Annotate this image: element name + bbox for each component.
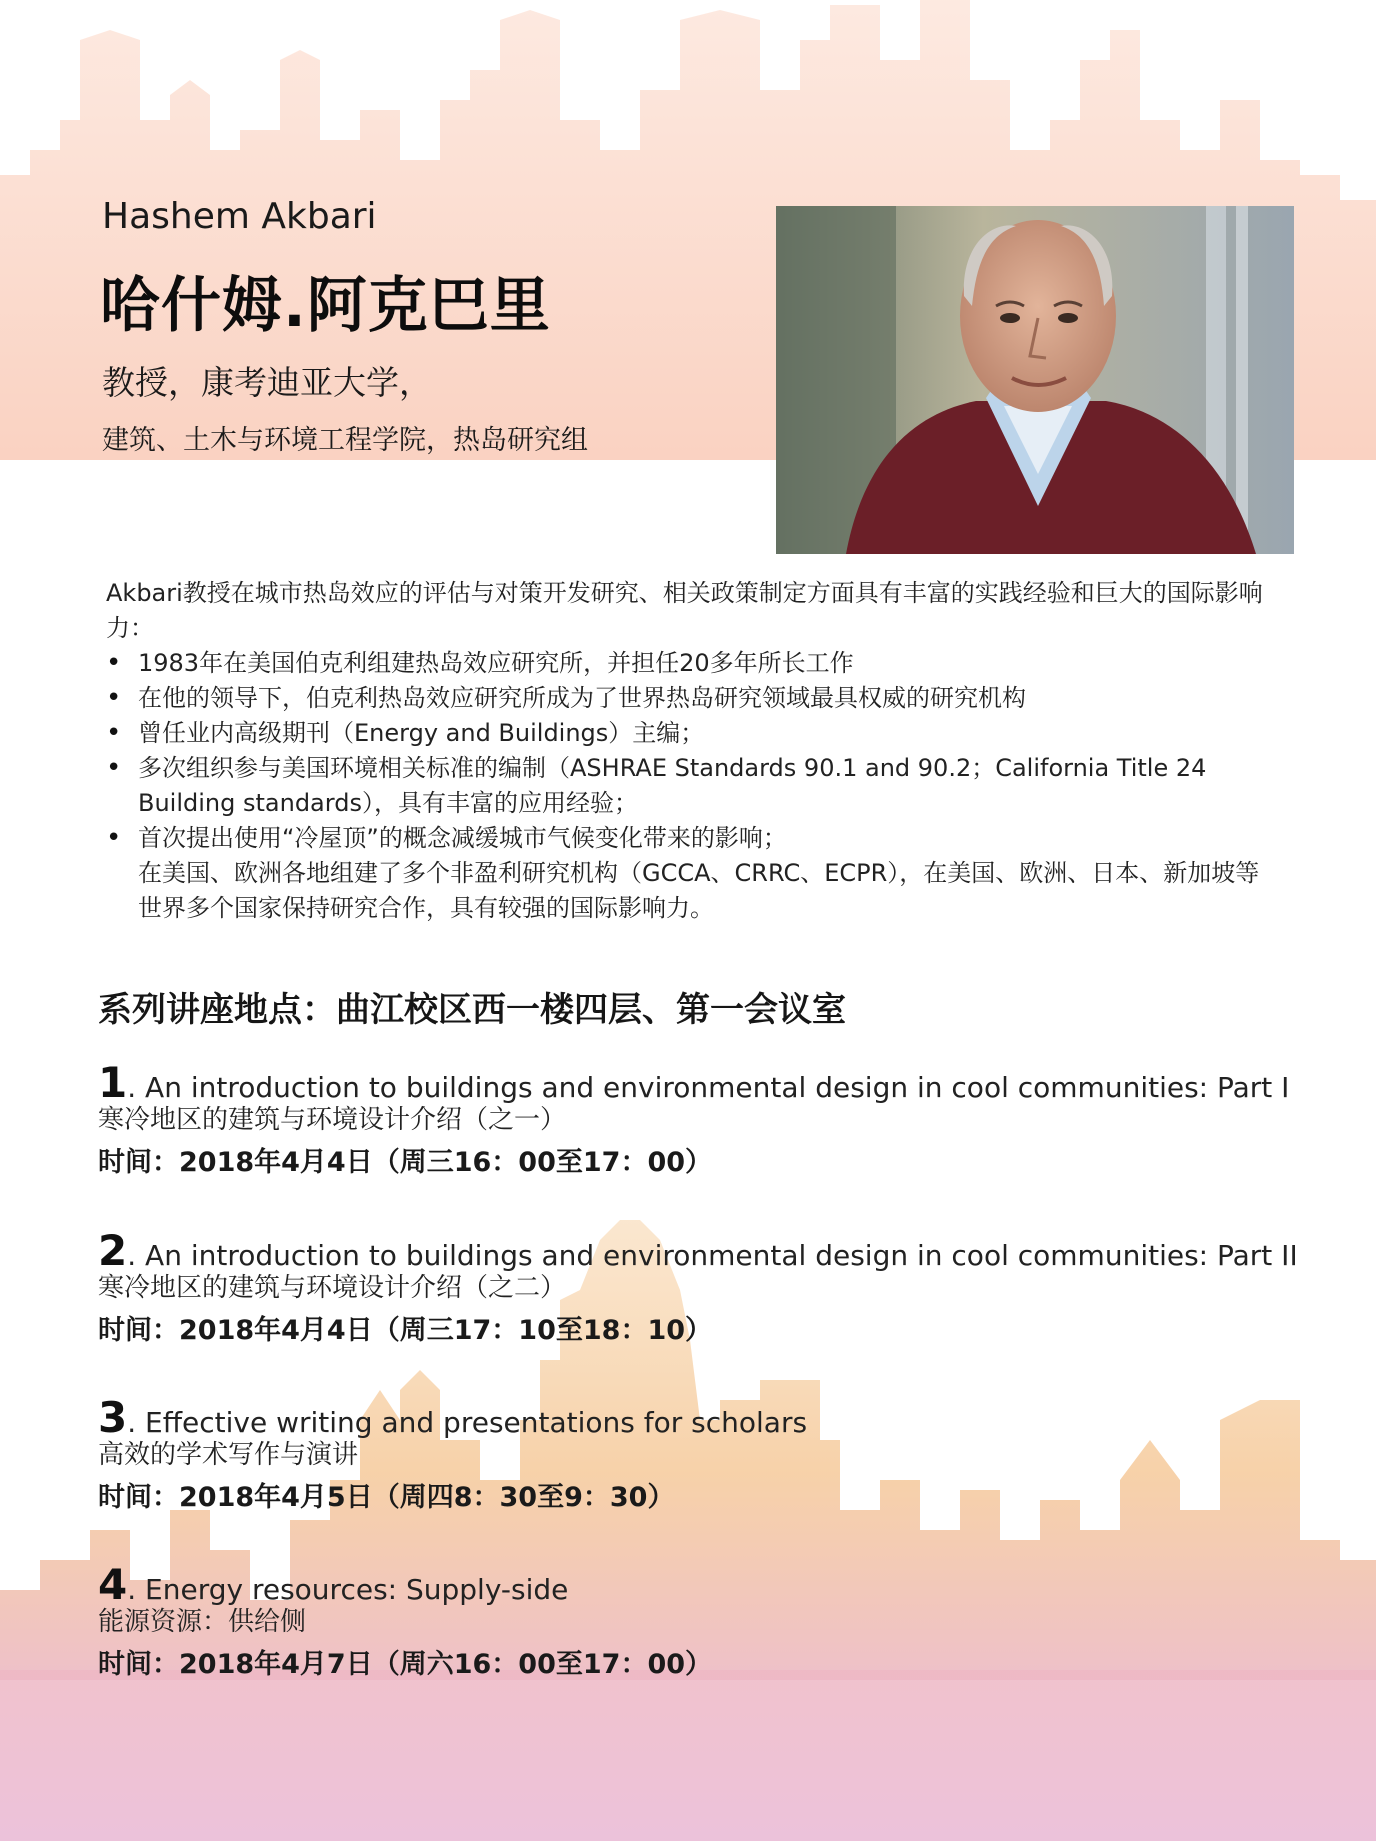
lecture-number: 4: [98, 1560, 128, 1609]
lecture-title-english: [98, 1560, 1318, 1609]
portrait-illustration: [776, 206, 1294, 554]
lecture-number: 1: [98, 1058, 128, 1107]
lecture-3: [98, 1393, 1318, 1514]
lecture-title-english: [98, 1226, 1318, 1275]
lecture-title-chinese: 寒冷地区的建筑与环境设计介绍（之二）: [98, 1273, 567, 1303]
speaker-title-line1: 教授，康考迪亚大学，: [102, 363, 432, 402]
bio-item-text: 在他的领导下，伯克利热岛效应研究所成为了世界热岛研究领域最具权威的研究机构: [138, 684, 1026, 712]
lecture-title-en-text: . An introduction to buildings and environmental design in cool communities: Part I: [127, 1071, 1290, 1104]
lecture-title-chinese: 能源资源：供给侧: [98, 1607, 307, 1637]
lecture-time: 时间：2018年4月4日（周三16：00至17：00）: [98, 1147, 713, 1178]
lecture-4: [98, 1560, 1318, 1681]
bio-list: [106, 646, 1270, 926]
bio-item-text: 曾任业内高级期刊（Energy and Buildings）主编；: [138, 719, 705, 747]
speaker-biography: [106, 576, 1270, 926]
lecture-time: 时间：2018年4月5日（周四8：30至9：30）: [98, 1482, 675, 1513]
lecture-2: [98, 1226, 1318, 1347]
bio-item-text: 首次提出使用“冷屋顶”的概念减缓城市气候变化带来的影响；: [138, 824, 787, 852]
bio-item: [106, 821, 1270, 926]
speaker-name-english: Hashem Akbari: [102, 196, 377, 237]
lecture-title-english: [98, 1393, 1318, 1442]
lecture-1: [98, 1058, 1318, 1179]
speaker-name-chinese: 哈什姆.阿克巴里: [100, 271, 551, 341]
bio-item-text: 1983年在美国伯克利组建热岛效应研究所，并担任20多年所长工作: [138, 649, 854, 677]
lecture-title-chinese: 高效的学术写作与演讲: [98, 1440, 359, 1470]
bio-item: [106, 681, 1270, 716]
lecture-number: 2: [98, 1226, 128, 1275]
lecture-number: 3: [98, 1393, 128, 1442]
speaker-portrait-photo: [776, 206, 1294, 554]
lecture-time: 时间：2018年4月7日（周六16：00至17：00）: [98, 1649, 713, 1680]
bio-intro: Akbari教授在城市热岛效应的评估与对策开发研究、相关政策制定方面具有丰富的实践经验和巨大的国际影响力：: [106, 579, 1263, 642]
lecture-venue-heading: 系列讲座地点：曲江校区西一楼四层、第一会议室: [98, 990, 846, 1030]
lecture-title-en-text: . An introduction to buildings and environmental design in cool communities: Part II: [127, 1239, 1298, 1272]
bio-item: [106, 646, 1270, 681]
lecture-title-en-text: . Energy resources: Supply-side: [127, 1573, 569, 1606]
bio-item-continuation: 在美国、欧洲各地组建了多个非盈利研究机构（GCCA、CRRC、ECPR），在美国、欧洲、日本、新加坡等世界多个国家保持研究合作，具有较强的国际影响力。: [138, 859, 1260, 922]
lecture-title-english: [98, 1058, 1318, 1107]
bio-item: [106, 751, 1270, 821]
speaker-title-line2: 建筑、土木与环境工程学院，热岛研究组: [102, 425, 588, 456]
lecture-title-chinese: 寒冷地区的建筑与环境设计介绍（之一）: [98, 1105, 567, 1135]
lecture-title-en-text: . Effective writing and presentations for scholars: [127, 1406, 808, 1439]
bio-item-text: 多次组织参与美国环境相关标准的编制（ASHRAE Standards 90.1 and 90.2；California Title 24 Building standards），具有丰富的应用经验；: [138, 754, 1207, 817]
lecture-time: 时间：2018年4月4日（周三17：10至18：10）: [98, 1315, 713, 1346]
bio-item: [106, 716, 1270, 751]
